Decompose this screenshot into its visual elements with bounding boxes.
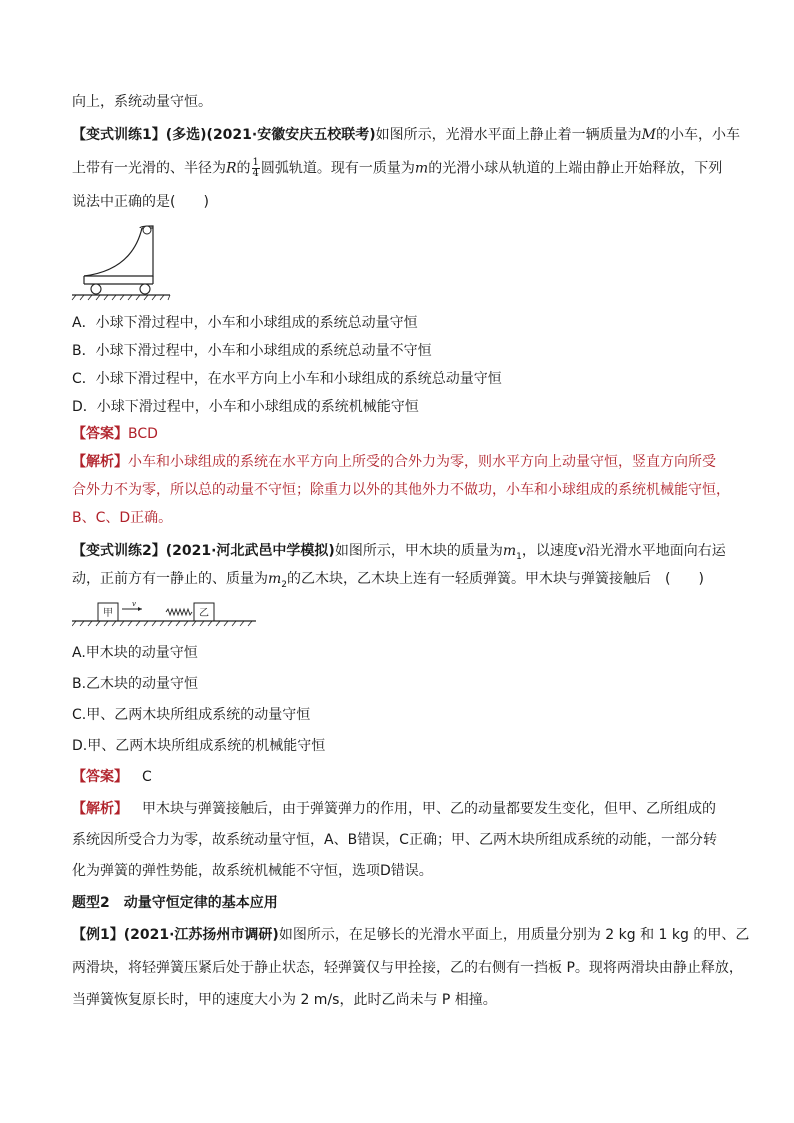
var-R: R — [226, 160, 237, 177]
ex2-option-c: C.甲、乙两木块所组成系统的动量守恒 — [72, 707, 311, 723]
block-yi-label: 乙 — [199, 608, 209, 619]
ex2-option-a: A.甲木块的动量守恒 — [72, 645, 198, 661]
ex2-tag: 【变式训练2】 — [72, 543, 166, 559]
ex1-source: (2021·安徽安庆五校联考) — [206, 127, 376, 143]
arc-track — [84, 228, 142, 276]
ex1-analysis-2: 合外力不为零，所以总的动量不守恒；除重力以外的其他外力不做功，小车和小球组成的系统机械能守恒， — [72, 482, 730, 498]
wheel-right — [140, 284, 150, 294]
ex1-answer: 【答案】BCD — [72, 426, 158, 442]
fraction-quarter: $\frac{1}{4}$ — [252, 157, 259, 179]
example1-line-1: 【例1】(2021·江苏扬州市调研)如图所示，在足够长的光滑水平面上，用质量分别为 2 kg 和 1 kg 的甲、乙 — [72, 927, 750, 943]
wheel-left — [91, 284, 101, 294]
ex1-option-b: B．小球下滑过程中，小车和小球组成的系统总动量不守恒 — [72, 343, 432, 359]
ex1-analysis-3: B、C、D正确。 — [72, 510, 173, 526]
ex2-analysis-3: 化为弹簧的弹性势能，故系统机械能不守恒，选项D错误。 — [72, 863, 433, 879]
ex1-analysis-1: 【解析】小车和小球组成的系统在水平方向上所受的合外力为零，则水平方向上动量守恒，竖直方向所受 — [72, 454, 716, 470]
example1-line-2: 两滑块，将轻弹簧压紧后处于静止状态，轻弹簧仅与甲拴接，乙的右侧有一挡板 P。现将两滑块由静止释放， — [72, 960, 743, 976]
ex2-analysis-2: 系统因所受合力为零，故系统动量守恒，A、B错误，C正确；甲、乙两木块所组成系统的动能，一部分转 — [72, 832, 717, 848]
example1-tag: 【例1】 — [72, 927, 124, 943]
ball — [143, 226, 151, 234]
ex1-tag: 【变式训练1】 — [72, 127, 166, 143]
ex1-line-3: 说法中正确的是( ) — [72, 194, 209, 210]
ex2-line-2: 动，正前方有一静止的、质量为$m_2$的乙木块，乙木块上连有一轻质弹簧。甲木块与弹簧接触后 ( ) — [72, 571, 704, 590]
intro-text: 向上，系统动量守恒。 — [72, 94, 212, 110]
block-jia-label: 甲 — [103, 608, 113, 619]
var-m: m — [414, 160, 429, 177]
ex1-multi: (多选) — [165, 127, 207, 143]
section-title: 题型2 动量守恒定律的基本应用 — [72, 895, 278, 911]
ex2-line-1: 【变式训练2】(2021·河北武邑中学模拟)如图所示，甲木块的质量为$m_1$，以速度v沿光滑水平地面向右运 — [72, 543, 726, 562]
cart-body — [84, 226, 153, 276]
ex1-option-d: D．小球下滑过程中，小车和小球组成的系统机械能守恒 — [72, 399, 419, 415]
var-M: M — [641, 127, 656, 143]
ex2-option-d: D.甲、乙两木块所组成系统的机械能守恒 — [72, 738, 326, 754]
ex2-answer: 【答案】 C — [72, 769, 152, 785]
velocity-label: v — [132, 600, 136, 608]
cart-quarter-arc-figure — [70, 222, 180, 304]
example1-source: (2021·江苏扬州市调研) — [123, 927, 279, 943]
ex2-option-b: B.乙木块的动量守恒 — [72, 676, 199, 692]
spring — [166, 609, 192, 615]
blocks-spring-figure — [72, 600, 258, 630]
ex1-line-1: 【变式训练1】(多选)(2021·安徽安庆五校联考)如图所示，光滑水平面上静止着一辆质量为M的小车，小车 — [72, 127, 740, 143]
ex1-option-c: C．小球下滑过程中，在水平方向上小车和小球组成的系统总动量守恒 — [72, 371, 502, 387]
example1-line-3: 当弹簧恢复原长时，甲的速度大小为 2 m/s，此时乙尚未与 P 相撞。 — [72, 992, 497, 1008]
ex1-line-2: 上带有一光滑的、半径为R的 $\frac{1}{4}$ 圆弧轨道。现有一质量为m的光滑小球从轨道的上端由静止开始释放，下列 — [72, 157, 723, 179]
ex1-option-a: A．小球下滑过程中，小车和小球组成的系统总动量守恒 — [72, 315, 418, 331]
ex2-analysis-1: 【解析】 甲木块与弹簧接触后，由于弹簧弹力的作用，甲、乙的动量都要发生变化，但甲、乙所组成的 — [72, 801, 716, 817]
ex2-source: (2021·河北武邑中学模拟) — [165, 543, 335, 559]
